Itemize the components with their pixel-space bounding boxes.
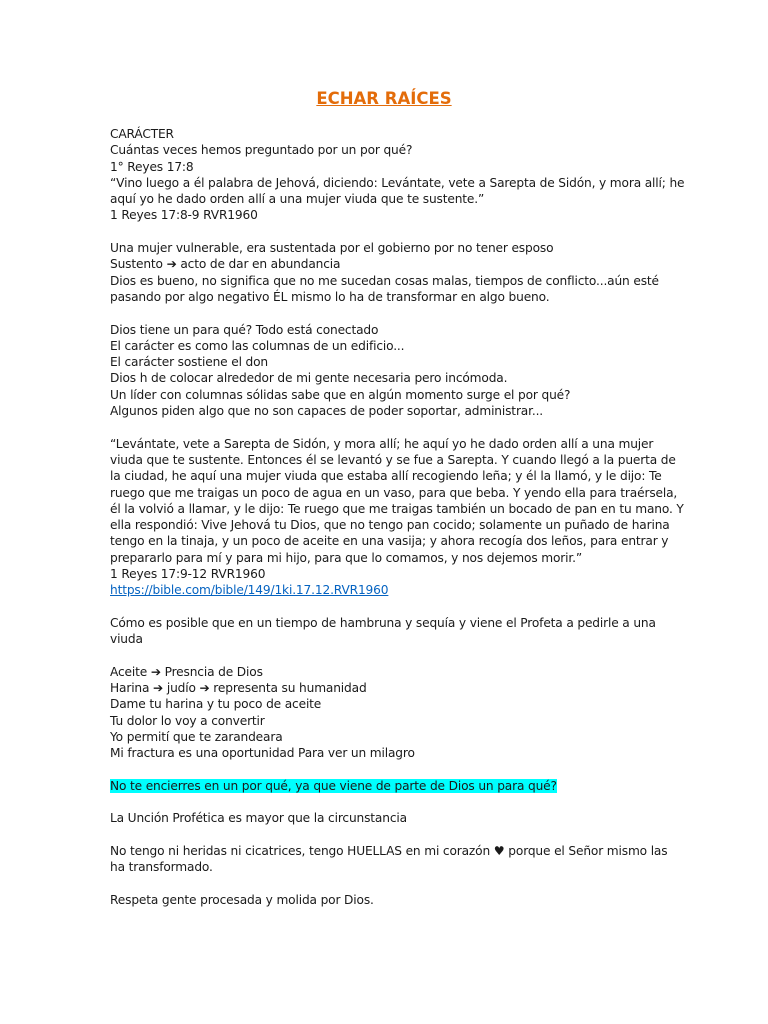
text-segment: porque el Señor mismo las xyxy=(504,844,668,859)
text-line: Dios es bueno, no significa que no me sucedan cosas malas, tiempos de conflicto...aún esté xyxy=(110,273,659,288)
blank-line xyxy=(110,794,662,810)
bible-reference: 1 Reyes 17:9-12 RVR1960 xyxy=(110,567,266,582)
paragraph-scripture-quote xyxy=(110,436,684,599)
quote-line: “Levántate, vete a Sarepta de Sidón, y mora allí; he aquí yo he dado orden allí a una mujer xyxy=(110,436,654,451)
quote-line: tengo en la tinaja, y un poco de aceite en una vasija; y ahora recogía dos leños, para entrar y xyxy=(110,534,669,549)
bible-link[interactable]: https://bible.com/bible/149/1ki.17.12.RVR1960 xyxy=(110,583,389,598)
text-segment: acto de dar en abundancia xyxy=(176,257,341,272)
heart-icon: ♥ xyxy=(493,844,505,859)
paragraph-sustento xyxy=(110,240,662,305)
text-line: El carácter es como las columnas de un edificio... xyxy=(110,338,405,353)
blank-line xyxy=(110,648,662,664)
text-line: Cuántas veces hemos preguntado por un por qué? xyxy=(110,143,413,158)
quote-line: ruego que me traigas un poco de agua en un vaso, para que beba. Y yendo ella para traérsela, xyxy=(110,485,678,500)
document-body xyxy=(110,126,685,908)
arrow-icon: ➔ xyxy=(166,257,177,272)
text-line xyxy=(110,256,662,272)
quote-line: “Vino luego a él palabra de Jehová, diciendo: Levántate, vete a Sarepta de Sidón, y mora allí; he xyxy=(110,175,685,190)
quote-line: viuda que te sustente. Entonces él se levantó y se fue a Sarepta. Y cuando llegó a la puerta de xyxy=(110,452,676,467)
arrow-icon: ➔ xyxy=(153,681,164,696)
text-line: Dios h de colocar alrededor de mi gente necesaria pero incómoda. xyxy=(110,371,508,386)
text-segment: representa su humanidad xyxy=(209,681,367,696)
text-line: viuda xyxy=(110,632,143,647)
text-line: Un líder con columnas sólidas sabe que en algún momento surge el por qué? xyxy=(110,387,571,402)
link-line xyxy=(110,582,662,598)
paragraph-aceite-harina xyxy=(110,664,662,762)
paragraph-para-que xyxy=(110,322,662,420)
text-line: Mi fractura es una oportunidad Para ver un milagro xyxy=(110,746,415,761)
text-line: Algunos piden algo que no son capaces de poder soportar, administrar... xyxy=(110,404,544,419)
blank-line xyxy=(110,762,662,778)
text-line: Dios tiene un para qué? Todo está conectado xyxy=(110,322,379,337)
paragraph-huellas xyxy=(110,843,668,876)
text-segment: Presncia de Dios xyxy=(160,664,263,679)
paragraph-caracter xyxy=(110,126,685,224)
arrow-icon: ➔ xyxy=(150,664,161,679)
blank-line xyxy=(110,599,662,615)
text-line: Respeta gente procesada y molida por Dios. xyxy=(110,892,374,907)
text-line xyxy=(110,843,668,859)
text-segment: judío xyxy=(163,681,200,696)
highlighted-text-line xyxy=(110,778,662,794)
bible-reference: 1° Reyes 17:8 xyxy=(110,159,194,174)
text-segment: Harina xyxy=(110,681,154,696)
blank-line xyxy=(110,827,662,843)
document-title: ECHAR RAÍCES xyxy=(316,89,452,108)
text-line: Tu dolor lo voy a convertir xyxy=(110,713,265,728)
text-line: Cómo es posible que en un tiempo de hambruna y sequía y viene el Profeta a pedirle a una xyxy=(110,615,656,630)
text-segment: No tengo ni heridas ni cicatrices, tengo HUELLAS en mi corazón xyxy=(110,844,494,859)
text-segment: Aceite xyxy=(110,664,151,679)
blank-line xyxy=(110,876,662,892)
text-line xyxy=(110,664,662,680)
blank-line xyxy=(110,224,662,240)
text-line: Yo permití que te zarandeara xyxy=(110,729,283,744)
quote-line: aquí yo he dado orden allí a una mujer viuda que te sustente.” xyxy=(110,192,485,207)
text-line: El carácter sostiene el don xyxy=(110,355,269,370)
text-line xyxy=(110,680,662,696)
quote-line: él la volvió a llamar, y le dijo: Te ruego que me traigas también un bocado de pan en tu mano. Y xyxy=(110,501,684,516)
quote-line: la ciudad, he aquí una mujer viuda que estaba allí recogiendo leña; y él la llamó, y le dijo: Te xyxy=(110,469,662,484)
text-line: ha transformado. xyxy=(110,860,213,875)
text-line: La Unción Profética es mayor que la circunstancia xyxy=(110,811,407,826)
text-line: Dame tu harina y tu poco de aceite xyxy=(110,697,322,712)
blank-line xyxy=(110,419,662,435)
text-segment: Sustento xyxy=(110,257,167,272)
arrow-icon: ➔ xyxy=(199,681,210,696)
section-heading: CARÁCTER xyxy=(110,127,174,141)
bible-reference: 1 Reyes 17:8-9 RVR1960 xyxy=(110,208,258,223)
quote-line: prepararlo para mí y para mi hijo, para que lo comamos, y nos dejemos morir.” xyxy=(110,550,583,565)
paragraph-question xyxy=(110,615,662,648)
blank-line xyxy=(110,305,662,321)
quote-line: ella respondió: Vive Jehová tu Dios, que no tengo pan cocido; solamente un puñado de harina xyxy=(110,518,670,533)
text-line: pasando por algo negativo ÉL mismo lo ha de transformar en algo bueno. xyxy=(110,289,550,304)
text-line: Una mujer vulnerable, era sustentada por el gobierno por no tener esposo xyxy=(110,241,554,256)
highlighted-text: No te encierres en un por qué, ya que viene de parte de Dios un para qué? xyxy=(110,778,557,793)
